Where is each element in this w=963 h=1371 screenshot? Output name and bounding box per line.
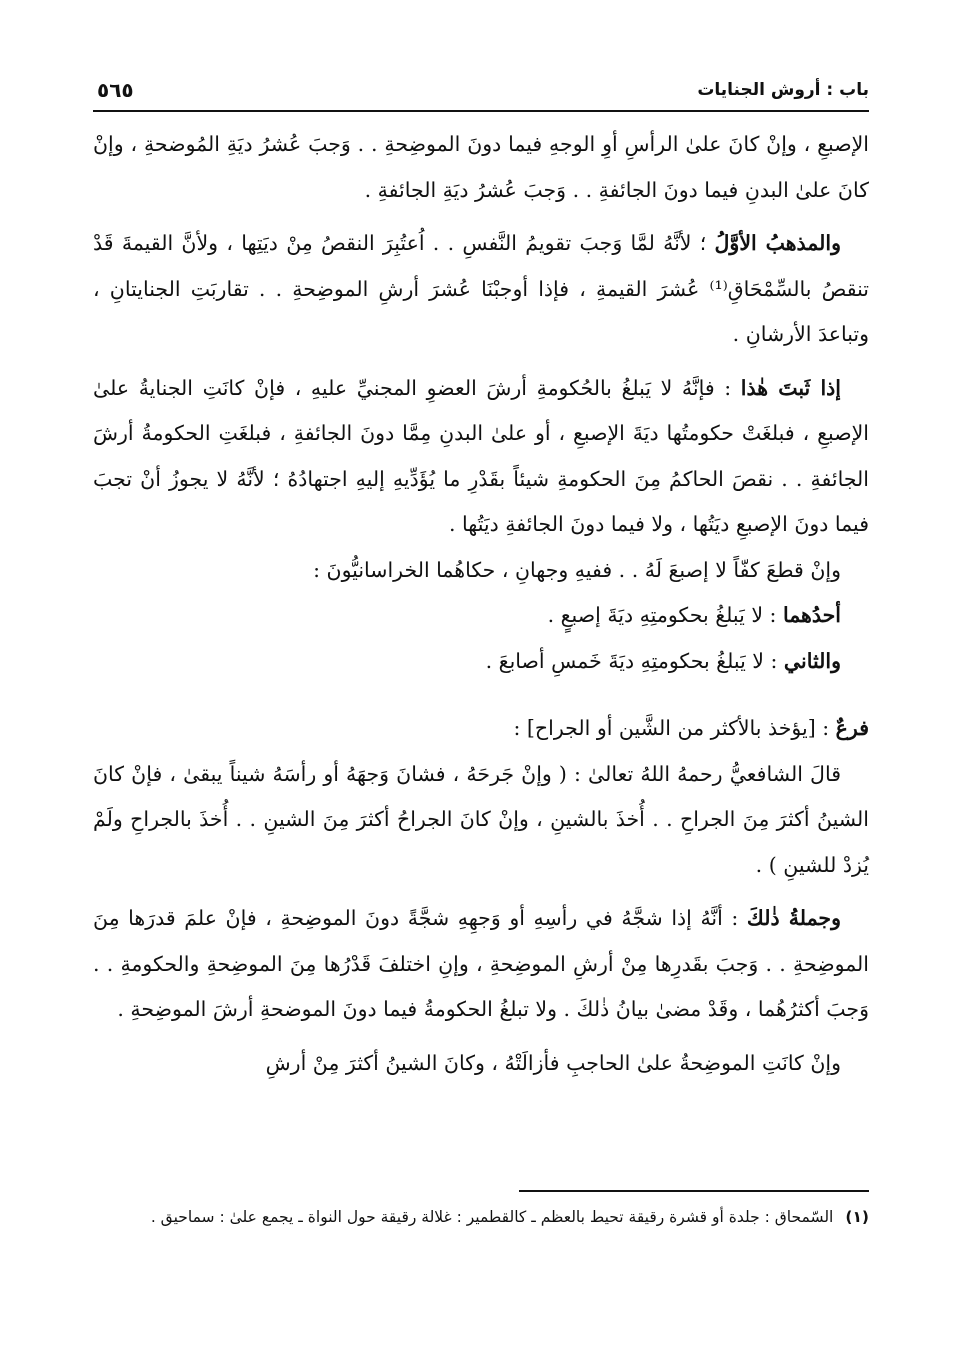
paragraph-text: : فإنَّهُ لا يَبلغُ بالحُكومةِ أرشَ العضوِ المجنيِّ عليهِ ، فإنْ كانَتِ الجنايةُ علىٰ الإصبعِ ، فبلغَتْ حكومتُها ديَةَ الإصبعِ ، أو علىٰ البدنِ مِمَّا دونَ الجائفةِ ، فبلغَتِ الحكومةُ أرشَ الجائفةِ . . نقصَ الحاكمُ مِنَ الحكومةِ شيئاً بقَدْرِ ما يُؤَدِّيهِ إليهِ اجتهادُهُ ؛ لأنَّهُ لا يجوزُ أنْ تجبَ فيما دونَ الإصبعِ ديَتُها ، ولا فيما دونَ الجائفةِ ديَتُها .: [93, 375, 869, 536]
paragraph-3: [93, 366, 869, 548]
page-header: [93, 70, 869, 112]
book-page: [93, 70, 870, 1226]
paragraph-lead: أحدُهما: [782, 603, 841, 627]
paragraph-lead: والثاني: [783, 648, 841, 673]
footnote-divider: [519, 1190, 869, 1192]
paragraph-text: : أنَّهُ إذا شجَّهُ في رأسِهِ أو وَجهِهِ شجَّةً دونَ الموضِحةِ ، فإنْ علمَ قدرَها مِنَ الموضِحةِ . . وَجبَ بقَدرِها مِنْ أرشِ الموضِحةِ ، وإنِ اختلفَ قَدْرُها مِنَ الموضِحةِ والحكومةِ . . وَجبَ أكثرُهُما ، وقَدْ مضىٰ بيانُ ذٰلكَ . ولا تبلغُ الحكومةُ فيما دونَ الموضحةِ أرشَ الموضِحةِ .: [93, 906, 869, 1021]
paragraph-text: قالَ الشافعيُّ رحمهُ اللهُ تعالىٰ : ( وإنْ جَرحَهُ ، فشانَ وَجهَهُ أو رأسَهُ شيناً يبقىٰ ، فإنْ كانَ الشينُ أكثرَ مِنَ الجراحِ . . أُخذَ بالشينِ ، وإنْ كانَ الجراحُ أكثرَ مِنَ الشينِ . . أُخذَ بالجراحِ ولَمْ يُزدْ للشينِ ) .: [93, 761, 869, 877]
paragraph-5: [93, 593, 869, 639]
paragraph-7: [93, 706, 869, 752]
paragraph-text: الإصبعِ ، وإنْ كانَ علىٰ الرأسِ أوِ الوجهِ فيما دونَ الموضِحةِ . . وَجبَ عُشرُ ديَةِ المُوضحةِ ، وإنْ كانَ علىٰ البدنِ فيما دونَ الجائفةِ . . وَجبَ عُشرُ ديَةِ الجائفةِ .: [93, 132, 869, 202]
paragraph-text: : لا يَبلغُ بحكومتِهِ ديَةَ خَمسِ أصابعَ .: [485, 648, 784, 673]
paragraph-text: وإنْ كانَتِ الموضِحةُ علىٰ الحاجبِ فأزالَتْهُ ، وكانَ الشينُ أكثرَ مِنْ أرشِ: [265, 1050, 841, 1075]
footnote-number: (١): [845, 1208, 869, 1226]
paragraph-lead: إذا ثَبتَ هٰذا: [740, 375, 841, 400]
main-text: [93, 122, 869, 1086]
paragraph-2: [93, 221, 869, 358]
paragraph-9: [93, 896, 869, 1033]
paragraph-8: [93, 752, 869, 889]
running-title: باب : أروش الجنايات: [697, 80, 869, 100]
paragraph-text: ؛ لأنَّهُ لمَّا وَجبَ تقويمُ النَّفسِ . . اُعتُبِرَ النقصُ مِنْ ديَتِها ، ولأنَّ القيمةَ قَدْ تنقصُ بالسِّمْحَاقِ⁽¹⁾ عُشرَ القيمةِ ، فإذا أوجبْنَا عُشرَ أرشِ الموضِحةِ . . تقاربَتِ الجنايتانِ ، وتباعدَ الأرشانِ .: [93, 231, 870, 346]
footnote-text: السّمحاق : جلدة أو قشرة رقيقة تحيط بالعظم ـ كالقطمير : غلالة رقيقة حول النواة ـ يجمع علىٰ : سماحيق .: [150, 1208, 834, 1226]
paragraph-text: : [يؤخذ بالأكثر من الشَّين أو الجراح] :: [513, 716, 836, 740]
paragraph-6: [93, 639, 869, 685]
paragraph-lead: فرعٌ: [835, 716, 869, 740]
paragraph-lead: وجملةُ ذٰلكَ: [746, 906, 841, 930]
paragraph-text: : لا يَبلغُ بحكومتِهِ ديَةَ إصبعٍ .: [547, 603, 783, 627]
footnote: [93, 1200, 869, 1234]
page-number: ٥٦٥: [97, 78, 134, 102]
paragraph-10: [93, 1041, 869, 1087]
paragraph-4: [93, 548, 869, 594]
paragraph-1: [93, 122, 869, 213]
paragraph-text: وإنْ قطعَ كفّاً لا إصبعَ لَهُ . . ففيهِ وجهانِ ، حكاهُما الخراسانيُّونَ :: [313, 557, 841, 582]
paragraph-lead: والمذهبُ الأوَّلُ: [714, 231, 841, 255]
